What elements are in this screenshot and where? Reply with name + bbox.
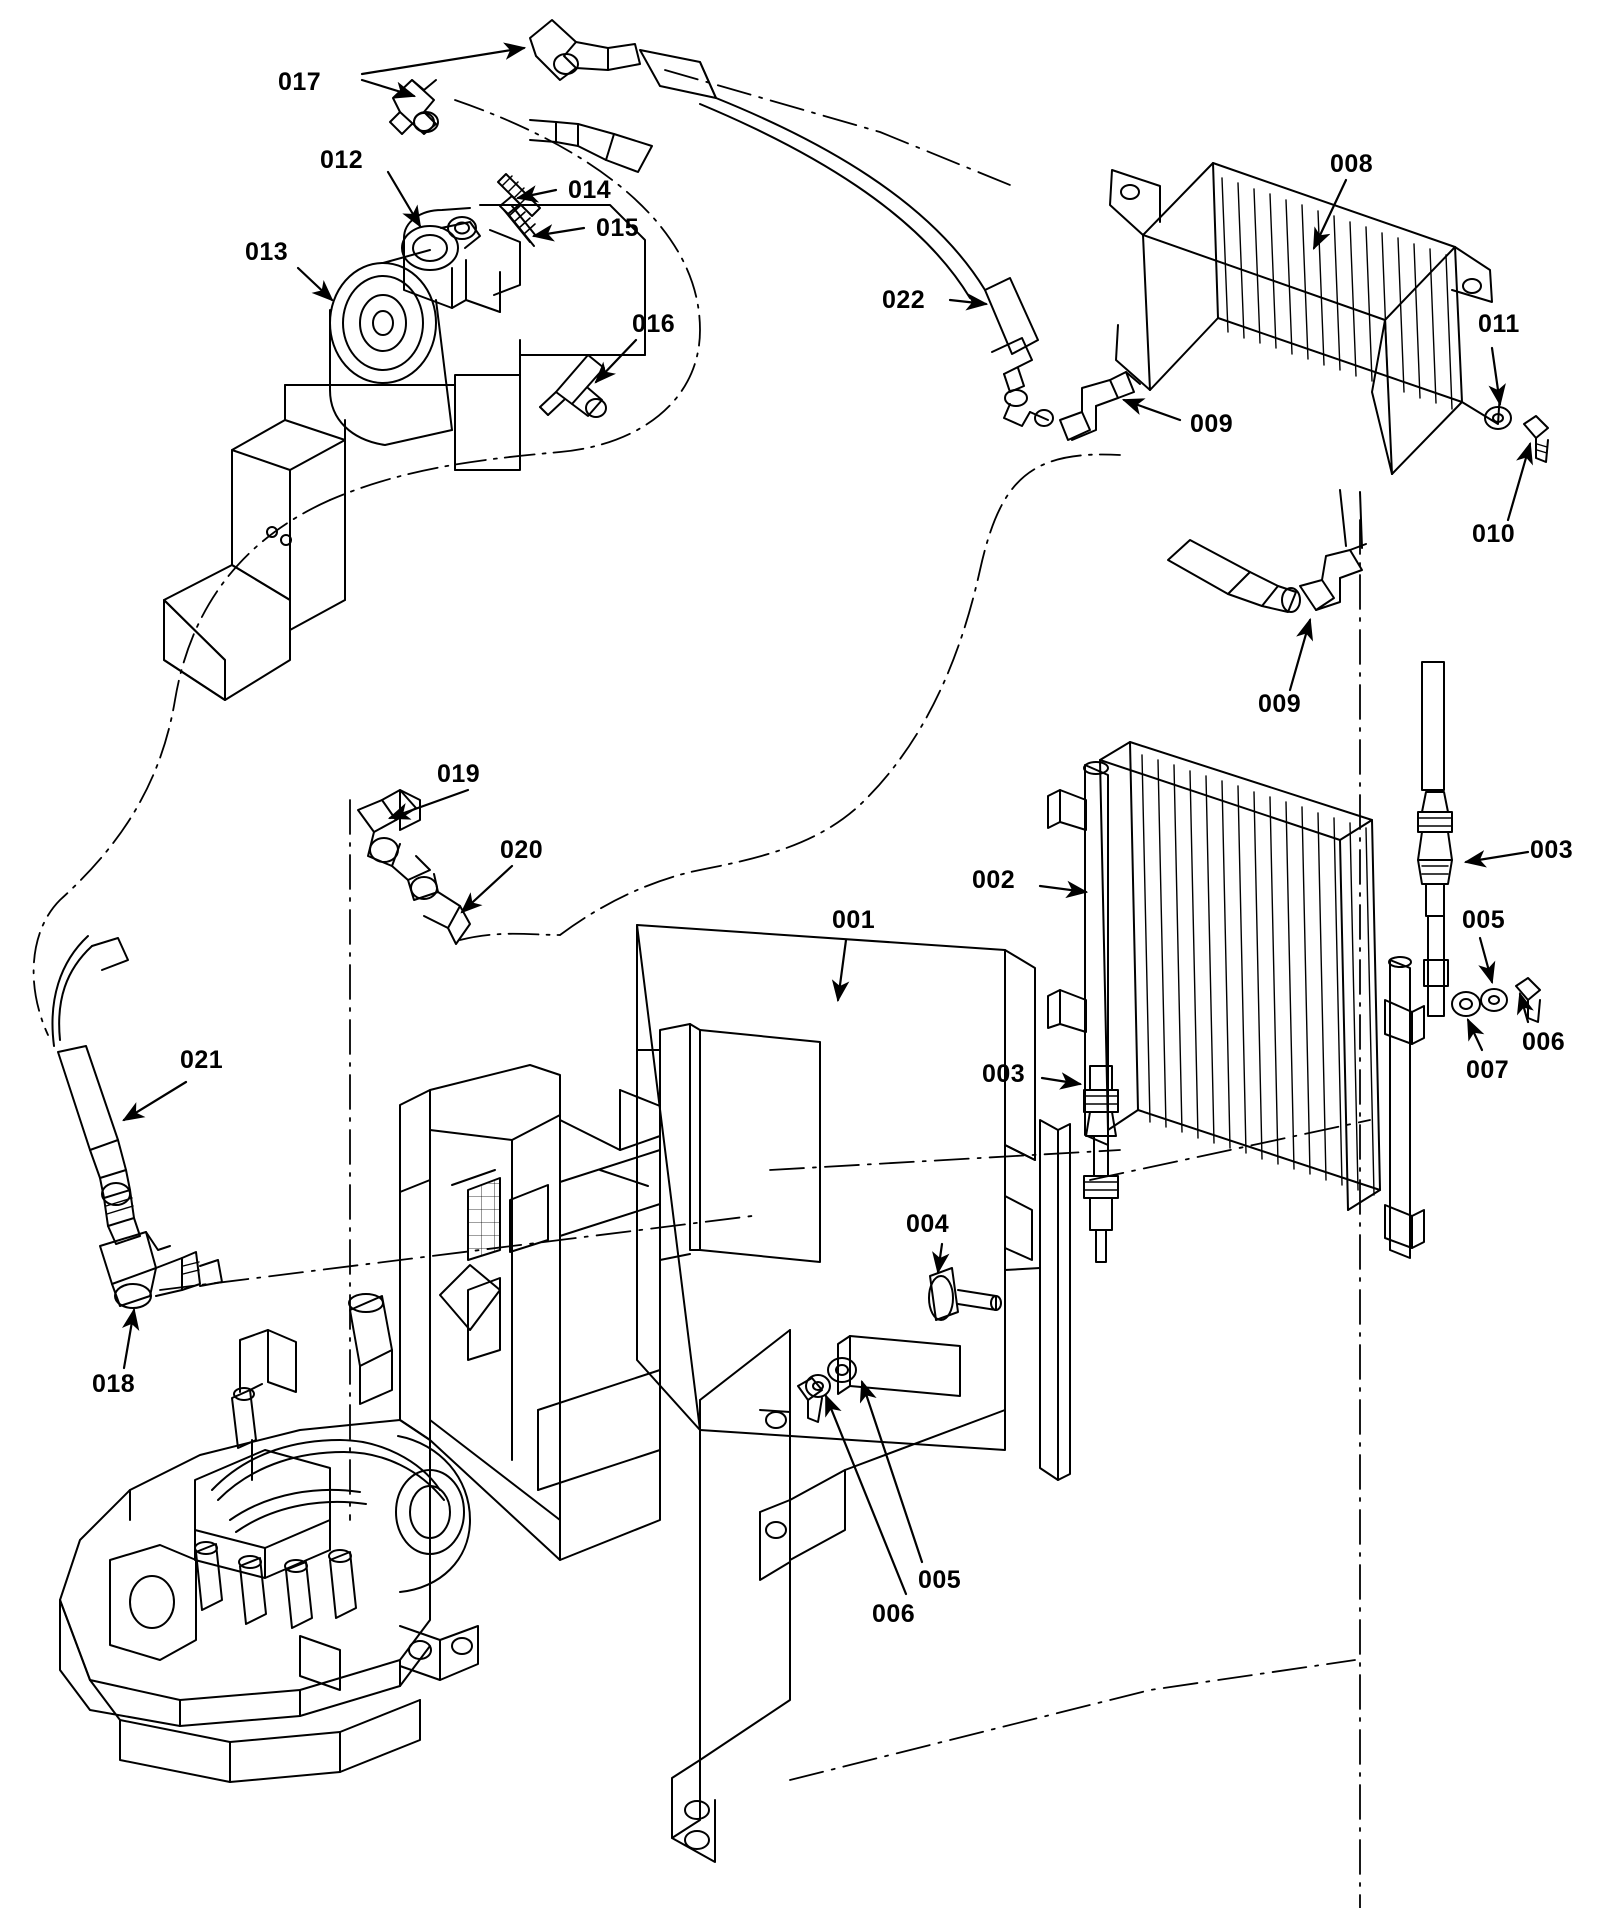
- callout-010: 010: [1472, 520, 1516, 548]
- callout-005-right: 005: [1462, 906, 1506, 934]
- callout-006-right: 006: [1522, 1028, 1566, 1056]
- callout-020: 020: [500, 836, 544, 864]
- callout-015: 015: [596, 214, 640, 242]
- callout-017: 017: [278, 68, 322, 96]
- callout-013: 013: [245, 238, 289, 266]
- callout-005-lower: 005: [918, 1566, 962, 1594]
- callout-007: 007: [1466, 1056, 1510, 1084]
- callout-003-cooler: 003: [982, 1060, 1026, 1088]
- callout-016: 016: [632, 310, 676, 338]
- callout-014: 014: [568, 176, 612, 204]
- callout-006-lower: 006: [872, 1600, 916, 1628]
- callout-012: 012: [320, 146, 364, 174]
- callout-009-lower: 009: [1258, 690, 1302, 718]
- callout-019: 019: [437, 760, 481, 788]
- callout-001: 001: [832, 906, 876, 934]
- callout-008: 008: [1330, 150, 1374, 178]
- callout-003-right: 003: [1530, 836, 1574, 864]
- callout-022: 022: [882, 286, 926, 314]
- callout-018: 018: [92, 1370, 136, 1398]
- callout-021: 021: [180, 1046, 224, 1074]
- callout-004: 004: [906, 1210, 950, 1238]
- callout-011: 011: [1478, 310, 1520, 338]
- callout-002: 002: [972, 866, 1016, 894]
- callout-009-upper: 009: [1190, 410, 1234, 438]
